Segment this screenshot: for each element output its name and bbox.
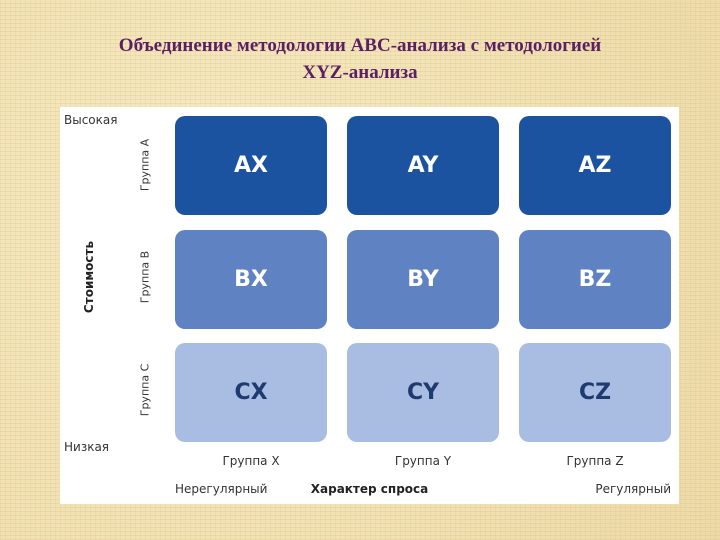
x-left-label: Нерегулярный <box>175 482 268 496</box>
row-group-a-label: Группа A <box>138 138 152 192</box>
cell-ay: AY <box>347 116 499 215</box>
slide-title-line1: Объединение методологии ABC-анализа с методологией <box>118 35 602 56</box>
x-axis-label: Характер спроса <box>310 482 429 496</box>
cell-az: AZ <box>519 116 671 215</box>
slide-title-line2: XYZ-анализа <box>302 62 418 83</box>
cell-bx: BX <box>175 230 327 329</box>
abc-xyz-matrix <box>60 107 679 504</box>
row-group-c-label: Группа C <box>138 363 152 417</box>
y-low-label: Низкая <box>64 440 110 454</box>
slide-title <box>0 32 720 86</box>
cell-by: BY <box>347 230 499 329</box>
y-high-label: Высокая <box>64 113 118 127</box>
cell-bz: BZ <box>519 230 671 329</box>
cell-cz: CZ <box>519 343 671 442</box>
col-group-x-label: Группа X <box>222 454 280 468</box>
col-group-z-label: Группа Z <box>566 454 624 468</box>
row-group-b-label: Группа B <box>138 250 152 304</box>
col-group-y-label: Группа Y <box>394 454 452 468</box>
x-right-label: Регулярный <box>595 482 671 496</box>
cell-ax: AX <box>175 116 327 215</box>
cell-cy: CY <box>347 343 499 442</box>
cell-cx: CX <box>175 343 327 442</box>
y-axis-label: Стоимость <box>82 240 96 314</box>
